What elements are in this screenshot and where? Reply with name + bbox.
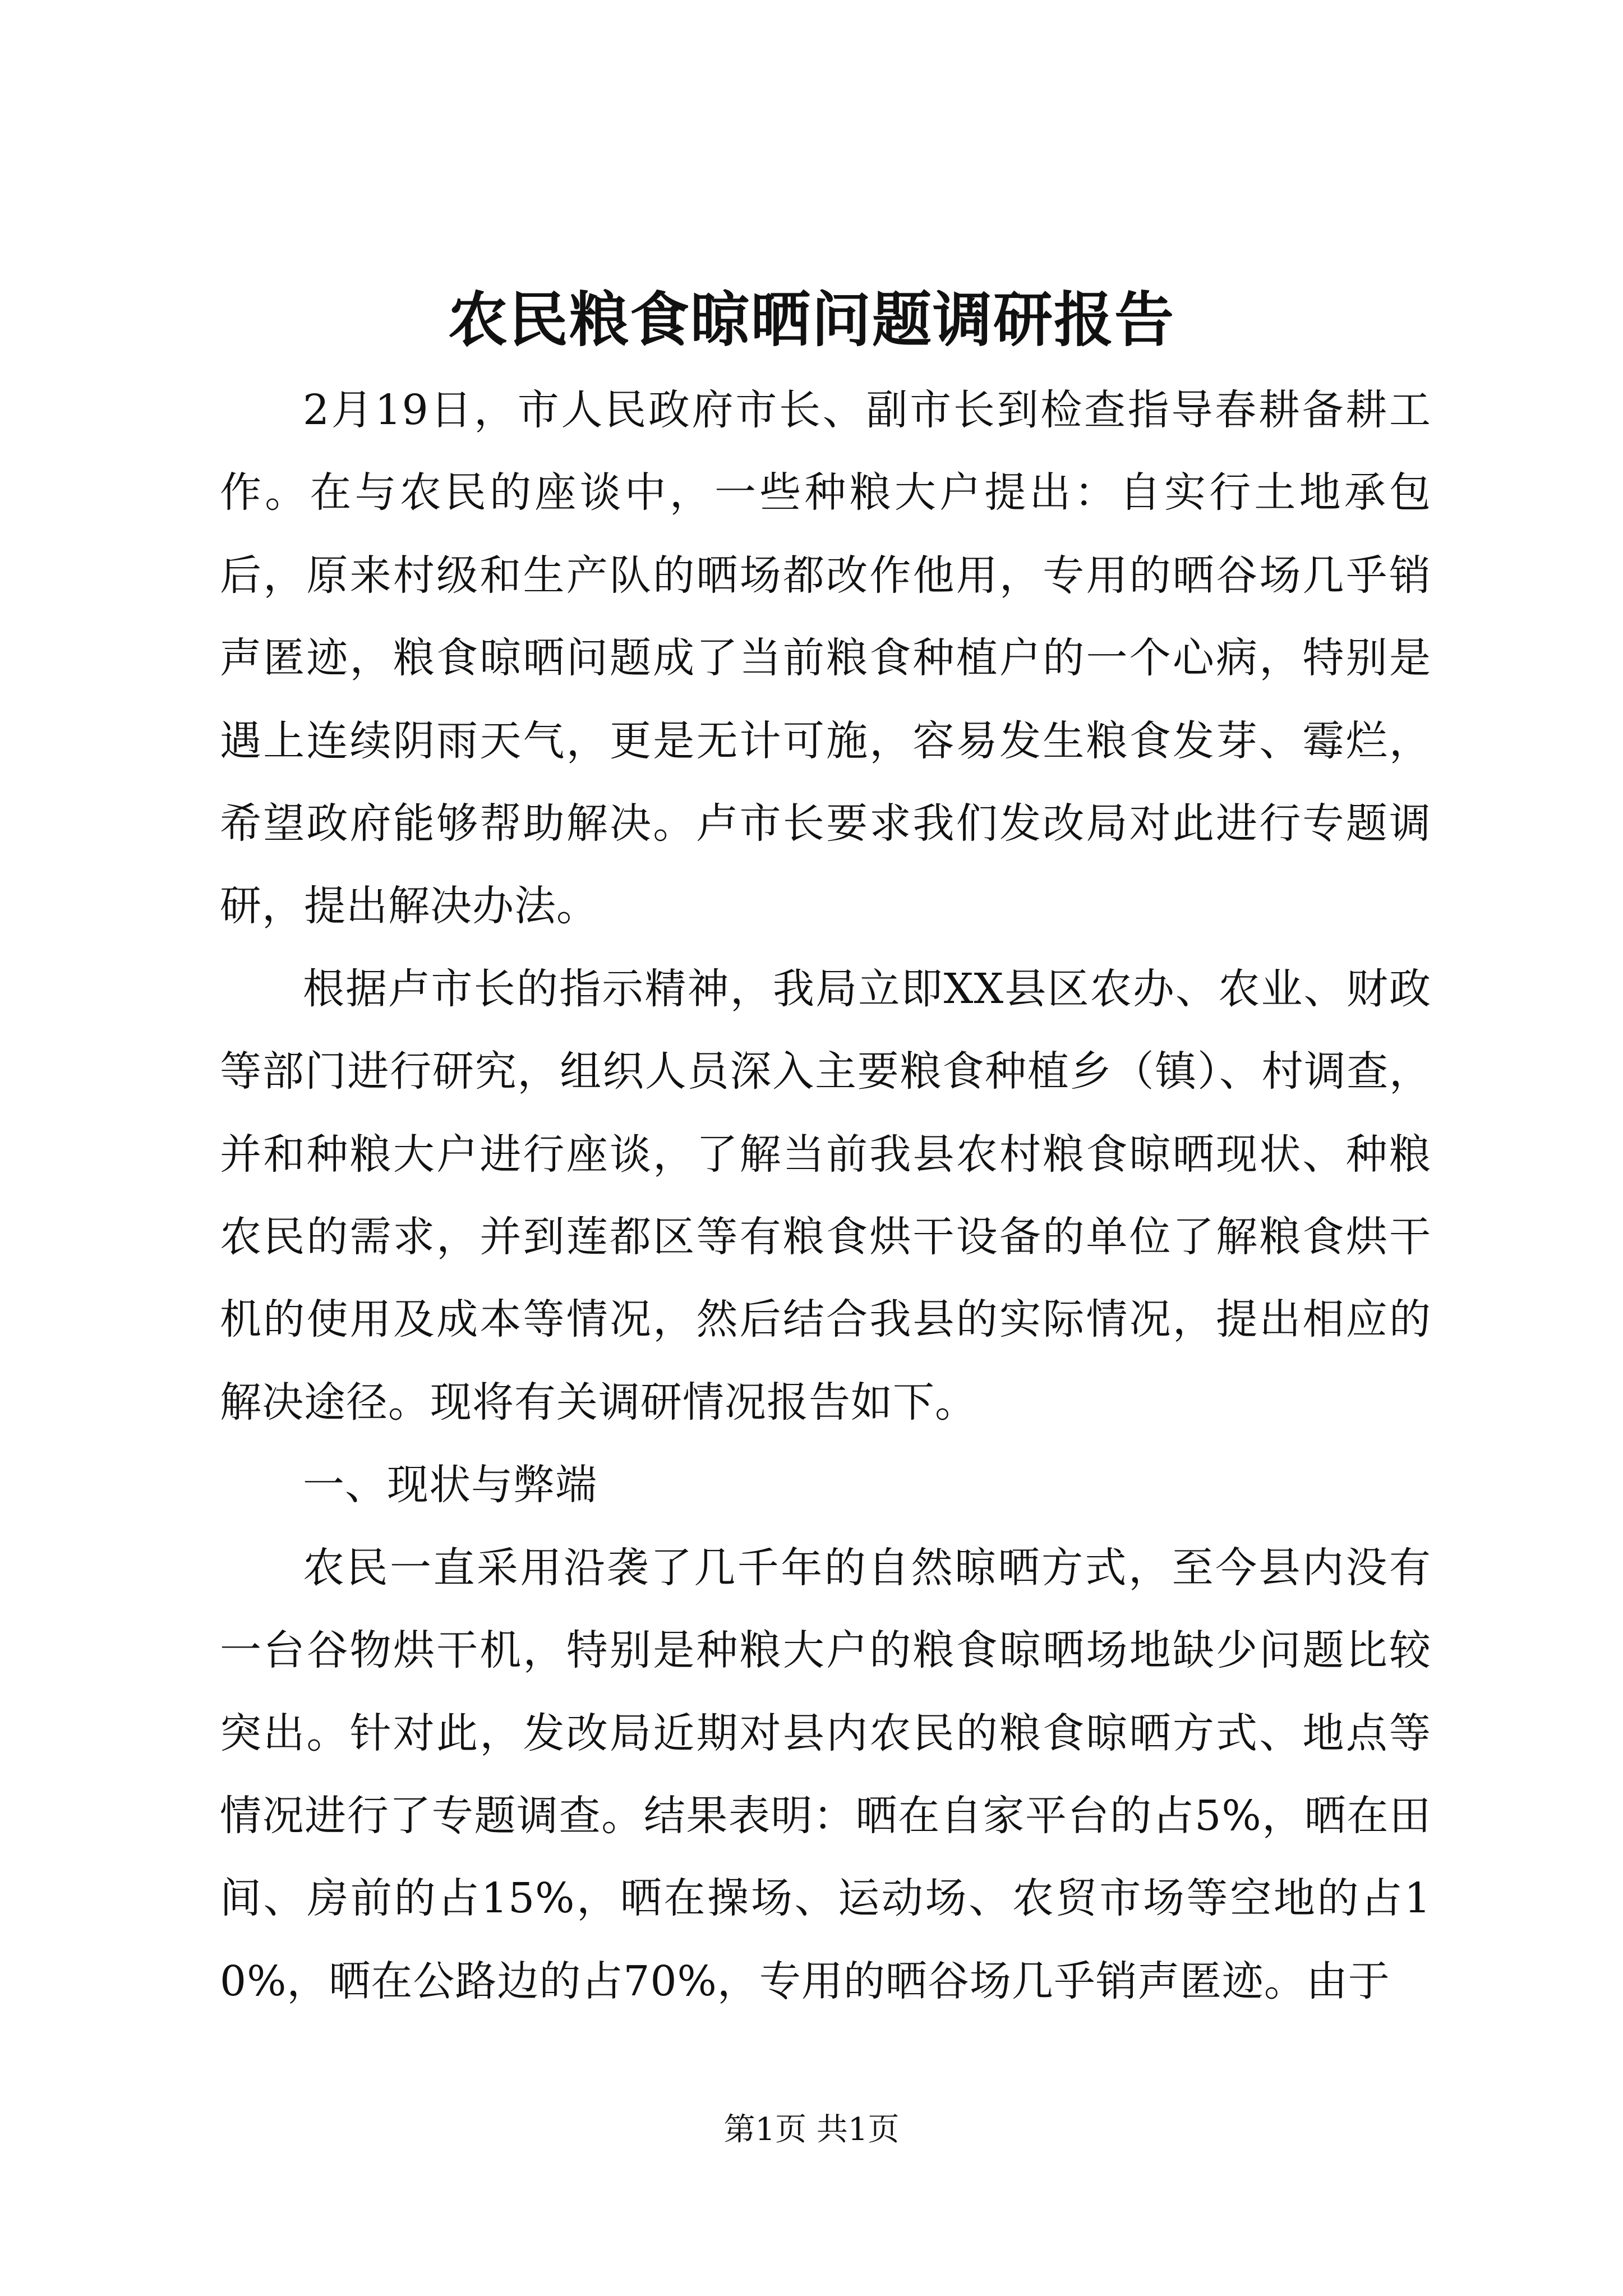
document-body <box>220 369 1431 2023</box>
paragraph-intro: 2月19日，市人民政府市长、副市长到检查指导春耕备耕工作。在与农民的座谈中，一些种粮大户提出：自实行土地承包后，原来村级和生产队的晒场都改作他用，专用的晒谷场几乎销声匿迹，粮食晾晒问题成了当前粮食种植户的一个心病，特别是遇上连续阴雨天气，更是无计可施，容易发生粮食发芽、霉烂，希望政府能够帮助解决。卢市长要求我们发改局对此进行专题调研，提出解决办法。 <box>220 386 1431 931</box>
page-footer: 第1页 共1页 <box>723 2111 900 2148</box>
paragraph-method: 根据卢市长的指示精神，我局立即XX县区农办、农业、财政等部门进行研究，组织人员深入主要粮食种植乡（镇）、村调查，并和种粮大户进行座谈，了解当前我县农村粮食晾晒现状、种粮农民的需求，并到莲都区等有粮食烘干设备的单位了解粮食烘干机的使用及成本等情况，然后结合我县的实际情况，提出相应的解决途径。现将有关调研情况报告如下。 <box>220 964 1431 1427</box>
section-heading-status: 一、现状与弊端 <box>303 1461 597 1510</box>
document-title: 农民粮食晾晒问题调研报告 <box>448 284 1175 355</box>
paragraph-status: 农民一直采用沿袭了几千年的自然晾晒方式，至今县内没有一台谷物烘干机，特别是种粮大户的粮食晾晒场地缺少问题比较突出。针对此，发改局近期对县内农民的粮食晾晒方式、地点等情况进行了专题调查。结果表明：晒在自家平台的占5%，晒在田间、房前的占15%，晒在操场、运动场、农贸市场等空地的占10%，晒在公路边的占70%，专用的晒谷场几乎销声匿迹。由于 <box>220 1543 1431 2005</box>
